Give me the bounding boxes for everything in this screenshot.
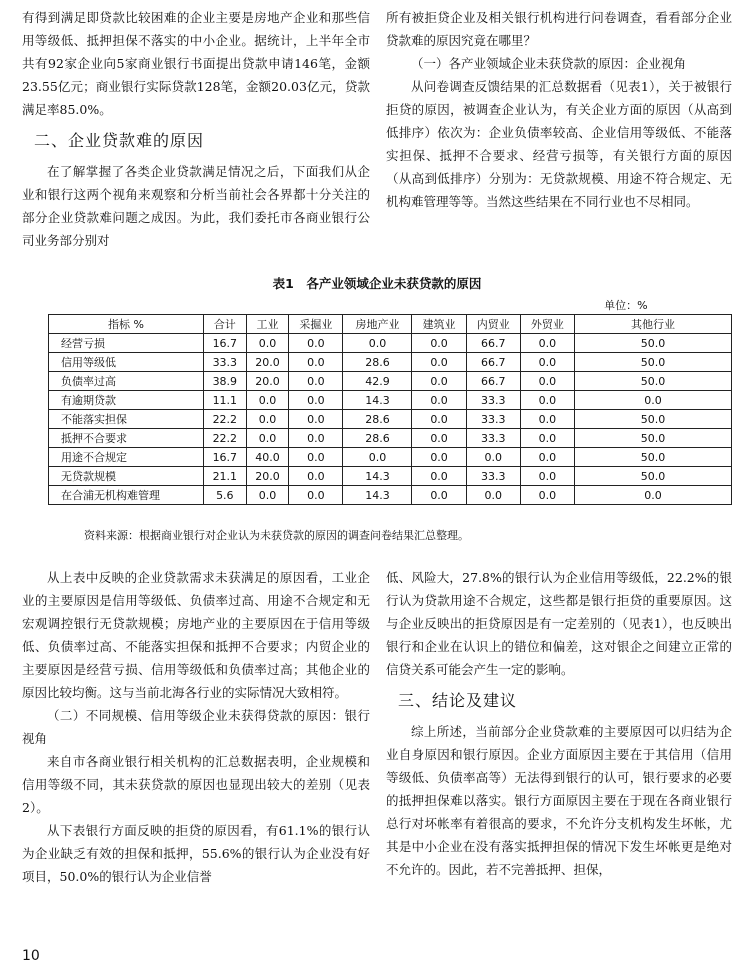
table-cell: 0.0 <box>246 391 289 410</box>
table-row <box>49 410 732 429</box>
table-cell: 33.3 <box>466 410 520 429</box>
table-cell: 0.0 <box>289 429 343 448</box>
table-cell: 66.7 <box>466 334 520 353</box>
table-cell: 22.2 <box>204 429 247 448</box>
table-cell: 66.7 <box>466 372 520 391</box>
top-left-column <box>22 6 370 252</box>
table-cell: 50.0 <box>575 467 732 486</box>
table-cell: 0.0 <box>412 410 466 429</box>
table-row <box>49 353 732 372</box>
table-cell: 66.7 <box>466 353 520 372</box>
bottom-right-column <box>386 566 732 881</box>
table-header: 外贸业 <box>520 315 574 334</box>
table-cell: 0.0 <box>520 391 574 410</box>
table-cell: 0.0 <box>343 334 412 353</box>
row-label: 有逾期贷款 <box>49 391 204 410</box>
unit-row <box>49 296 732 315</box>
table-cell: 16.7 <box>204 334 247 353</box>
table-row <box>49 467 732 486</box>
table-cell: 0.0 <box>520 467 574 486</box>
table-cell: 40.0 <box>246 448 289 467</box>
table-cell: 0.0 <box>520 372 574 391</box>
table-cell: 11.1 <box>204 391 247 410</box>
page-number: 10 <box>22 948 40 964</box>
top-right-column <box>386 6 732 213</box>
paragraph: 来自市各商业银行相关机构的汇总数据表明，企业规模和信用等级不同，其未获贷款的原因也显现出较大的差别（见表2）。 <box>22 754 370 815</box>
section-title: 三、结论及建议 <box>398 691 518 710</box>
row-label: 经营亏损 <box>49 334 204 353</box>
table-cell: 14.3 <box>343 467 412 486</box>
table-cell: 28.6 <box>343 429 412 448</box>
table-cell: 0.0 <box>289 391 343 410</box>
table-cell: 0.0 <box>289 334 343 353</box>
section-title: 二、企业贷款难的原因 <box>34 131 205 150</box>
table-cell: 0.0 <box>246 486 289 505</box>
table-row <box>49 429 732 448</box>
table-cell: 0.0 <box>412 486 466 505</box>
table-cell: 20.0 <box>246 372 289 391</box>
table-cell: 0.0 <box>412 334 466 353</box>
data-table <box>48 296 732 505</box>
table-cell: 0.0 <box>575 391 732 410</box>
paragraph: 在了解掌握了各类企业贷款满足情况之后，下面我们从企业和银行这两个视角来观察和分析当前社会各界都十分关注的部分企业贷款难问题之成因。为此，我们委托市各商业银行公司业务部分别对 <box>22 164 370 248</box>
table-row <box>49 448 732 467</box>
table-cell: 42.9 <box>343 372 412 391</box>
table-header: 采掘业 <box>289 315 343 334</box>
table-cell: 50.0 <box>575 429 732 448</box>
paragraph: 综上所述，当前部分企业贷款难的主要原因可以归结为企业自身原因和银行原因。企业方面原因主要在于其信用（信用等级低、负债率高等）无法得到银行的认可，银行要求的必要的抵押担保难以落实。银行方面原因主要在于现在各商业银行总行对坏帐率有着很高的要求，不允许分支机构发生坏帐，尤其是中小企业在没有落实抵押担保的情况下发生坏帐更是绝对不允许的。因此，若不完善抵押、担保， <box>386 724 732 877</box>
table-cell: 20.0 <box>246 353 289 372</box>
table-cell: 38.9 <box>204 372 247 391</box>
table-cell: 5.6 <box>204 486 247 505</box>
table-row <box>49 372 732 391</box>
table-cell: 0.0 <box>412 467 466 486</box>
table-cell: 0.0 <box>466 448 520 467</box>
table-cell: 0.0 <box>412 391 466 410</box>
table-cell: 50.0 <box>575 372 732 391</box>
table-header: 合计 <box>204 315 247 334</box>
table-cell: 0.0 <box>575 486 732 505</box>
row-label: 抵押不合要求 <box>49 429 204 448</box>
table-cell: 14.3 <box>343 486 412 505</box>
table-cell: 0.0 <box>289 448 343 467</box>
paragraph: 所有被拒贷企业及相关银行机构进行问卷调查，看看部分企业贷款难的原因究竟在哪里？ <box>386 10 732 48</box>
table-cell: 0.0 <box>520 448 574 467</box>
table-cell: 28.6 <box>343 353 412 372</box>
table-cell: 0.0 <box>520 429 574 448</box>
table-cell: 50.0 <box>575 448 732 467</box>
table-cell: 0.0 <box>520 410 574 429</box>
table-cell: 0.0 <box>520 353 574 372</box>
table-cell: 20.0 <box>246 467 289 486</box>
table-cell: 0.0 <box>289 467 343 486</box>
paragraph: 从下表银行方面反映的拒贷的原因看，有61.1%的银行认为企业缺乏有效的担保和抵押，55.6%的银行认为企业没有好项目，50.0%的银行认为企业信誉 <box>22 823 370 884</box>
table-cell: 33.3 <box>204 353 247 372</box>
table-header: 工业 <box>246 315 289 334</box>
row-label: 不能落实担保 <box>49 410 204 429</box>
table-cell: 16.7 <box>204 448 247 467</box>
table-source-note: 资料来源：根据商业银行对企业认为未获贷款的原因的调查问卷结果汇总整理。 <box>84 529 469 542</box>
table-cell: 33.3 <box>466 429 520 448</box>
table-cell: 14.3 <box>343 391 412 410</box>
paragraph: 有得到满足即贷款比较困难的企业主要是房地产企业和那些信用等级低、抵押担保不落实的中小企业。据统计，上半年全市共有92家企业向5家商业银行书面提出贷款申请146笔，金额23.55亿元；商业银行实际贷款128笔，金额20.03亿元，贷款满足率85.0%。 <box>22 10 370 117</box>
table-body <box>49 334 732 505</box>
subsection-title: （一）各产业领域企业未获贷款的原因：企业视角 <box>411 56 687 71</box>
row-label: 用途不合规定 <box>49 448 204 467</box>
table-cell: 0.0 <box>246 334 289 353</box>
table-cell: 0.0 <box>289 410 343 429</box>
paragraph: 从问卷调查反馈结果的汇总数据看（见表1），关于被银行拒贷的原因，被调查企业认为，有关企业方面的原因（从高到低排序）依次为：企业负债率较高、企业信用等级低、不能落实担保、抵押不合要求、经营亏损等，有关银行方面的原因（从高到低排序）分别为：无贷款规模、用途不符合规定、无机构难管理等等。当然这些结果在不同行业也不尽相同。 <box>386 79 732 209</box>
row-label: 负债率过高 <box>49 372 204 391</box>
table-cell: 0.0 <box>520 334 574 353</box>
table-cell: 33.3 <box>466 467 520 486</box>
row-label: 信用等级低 <box>49 353 204 372</box>
table-cell: 0.0 <box>289 353 343 372</box>
table-header-row <box>49 315 732 334</box>
table-header: 建筑业 <box>412 315 466 334</box>
table-cell: 0.0 <box>412 448 466 467</box>
table-cell: 0.0 <box>246 429 289 448</box>
table-row <box>49 391 732 410</box>
table-cell: 33.3 <box>466 391 520 410</box>
table-cell: 21.1 <box>204 467 247 486</box>
table-cell: 0.0 <box>246 410 289 429</box>
table-cell: 0.0 <box>289 372 343 391</box>
table-cell: 50.0 <box>575 334 732 353</box>
table-header: 房地产业 <box>343 315 412 334</box>
table-cell: 0.0 <box>289 486 343 505</box>
table-cell: 0.0 <box>412 429 466 448</box>
table-cell: 50.0 <box>575 353 732 372</box>
table-header: 其他行业 <box>575 315 732 334</box>
table-cell: 0.0 <box>466 486 520 505</box>
table-cell: 0.0 <box>520 486 574 505</box>
table-cell: 50.0 <box>575 410 732 429</box>
unit-label: 单位：% <box>520 296 731 315</box>
table-row <box>49 486 732 505</box>
paragraph: 低、风险大，27.8%的银行认为企业信用等级低，22.2%的银行认为贷款用途不合规定，这些都是银行拒贷的重要原因。这与企业反映出的拒贷原因是有一定差别的（见表1），也反映出银行和企业在认识上的错位和偏差，这对银企之间建立正常的信贷关系可能会产生一定的影响。 <box>386 570 732 677</box>
table-cell: 22.2 <box>204 410 247 429</box>
table-header: 内贸业 <box>466 315 520 334</box>
row-label: 在合浦无机构难管理 <box>49 486 204 505</box>
table-header: 指标 % <box>49 315 204 334</box>
bottom-left-column <box>22 566 370 888</box>
table-cell: 0.0 <box>412 353 466 372</box>
table-row <box>49 334 732 353</box>
table-cell: 0.0 <box>412 372 466 391</box>
table-cell: 0.0 <box>343 448 412 467</box>
row-label: 无贷款规模 <box>49 467 204 486</box>
paragraph: 从上表中反映的企业贷款需求未获满足的原因看，工业企业的主要原因是信用等级低、负债率过高、用途不合规定和无宏观调控银行无贷款规模；房地产业的主要原因在于信用等级低、负债率过高、不能落实担保和抵押不合要求；内贸企业的主要原因是经营亏损、信用等级低和负债率过高；其他企业的原因比较均衡。这与当前北海各行业的实际情况大致相符。 <box>22 570 370 700</box>
table-caption: 表1 各产业领域企业未获贷款的原因 <box>272 276 482 291</box>
table-cell: 28.6 <box>343 410 412 429</box>
subsection-title: （二）不同规模、信用等级企业未获得贷款的原因：银行视角 <box>22 708 370 746</box>
